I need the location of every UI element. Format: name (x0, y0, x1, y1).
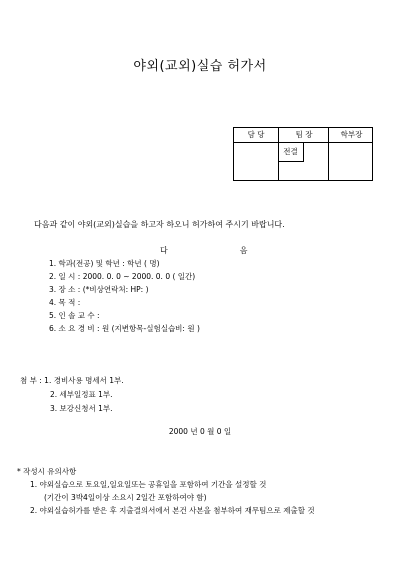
approval-stamp-box: 전결 (278, 142, 304, 162)
section-heading (160, 247, 247, 255)
note-line: 2. 야외실습허가를 받은 후 지출결의서에서 본건 사본을 첨부하여 재무팀으로 제출할 것 (30, 506, 315, 515)
attachment-3: 3. 보강신청서 1부. (50, 404, 113, 413)
approval-header-team-leader: 팀 장 (278, 128, 329, 142)
intro-text: 다음과 같이 야외(교외)실습을 하고자 하오니 허가하여 주시기 바랍니다. (34, 220, 285, 229)
approval-header-dean: 학부장 (328, 128, 374, 142)
approval-table (233, 127, 373, 181)
approval-header-staff: 담 당 (247, 130, 265, 139)
attachment-1: 첨 부 : 1. 경비사용 명세서 1부. (20, 376, 124, 385)
notes-title: * 작성시 유의사항 (17, 467, 77, 476)
note-line: (기간이 3박4일이상 소요시 2일간 포함하여야 함) (44, 493, 207, 502)
item-professor: 5. 인 솔 교 수 : (49, 311, 100, 320)
attachment-2: 2. 세부일정표 1부. (50, 390, 113, 399)
item-purpose: 4. 목 적 : (49, 298, 81, 307)
approval-divider (328, 142, 329, 180)
heading-right: 음 (239, 246, 248, 255)
note-line: 1. 야외실습으로 토요일,일요일또는 공휴일을 포함하여 기간을 설정할 것 (30, 480, 267, 489)
item-date: 2. 일 시 : 2000. 0. 0 ~ 2000. 0. 0 ( 일간) (49, 272, 196, 281)
item-cost: 6. 소 요 경 비 : 원 (지변항목-실험실습비: 원 ) (49, 324, 200, 333)
heading-left: 다 (160, 246, 168, 255)
document-title: 야외(교외)실습 허가서 (133, 59, 267, 74)
item-department: 1. 학과(전공) 및 학년 : 학년 ( 명) (49, 259, 160, 268)
document-date: 2000 년 0 월 0 일 (168, 427, 232, 436)
item-place: 3. 장 소 : (*비상연락처: HP: ) (49, 285, 149, 294)
